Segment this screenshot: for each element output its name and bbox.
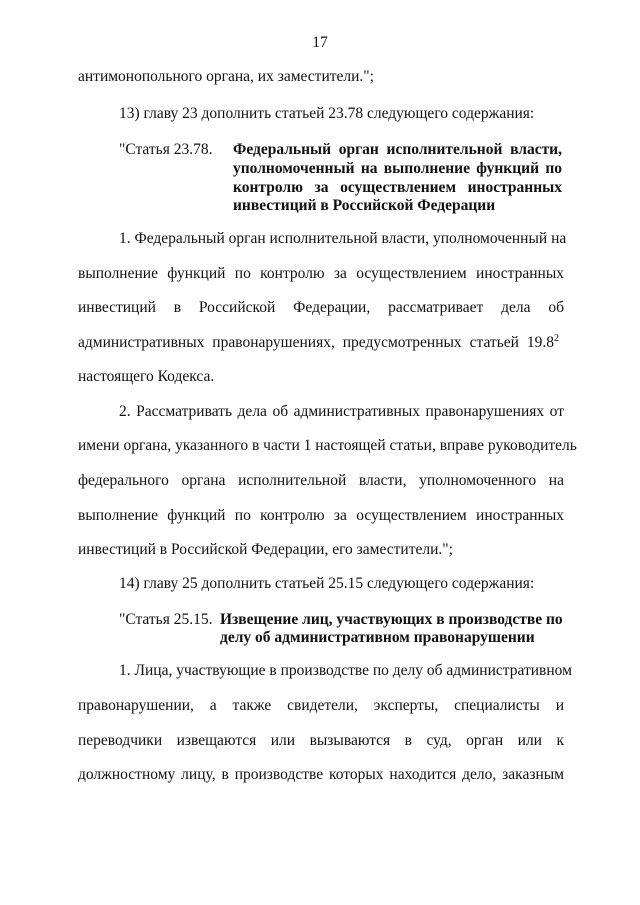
paragraph-line: 1. Лица, участвующие в производстве по делу об административном <box>119 662 572 679</box>
paragraph-line: имени органа, указанного в части 1 настоящей статьи, вправе руководитель <box>78 437 577 454</box>
paragraph-line: должностному лицу, в производстве которых находится дело, заказным <box>78 766 564 783</box>
paragraph-line: федерального органа исполнительной власти, уполномоченного на <box>78 472 564 489</box>
article-label: "Статья 23.78. <box>119 141 213 158</box>
paragraph-line <box>78 333 564 353</box>
paragraph-line-text: административных правонарушениях, предусмотренных статьей 19.8 <box>78 334 554 351</box>
page-number: 17 <box>312 34 328 51</box>
paragraph-line: 2. Рассматривать дела об административных правонарушениях от <box>119 403 564 420</box>
paragraph-line: настоящего Кодекса. <box>78 368 215 385</box>
paragraph-line: переводчики извещаются или вызываются в суд, орган или к <box>78 732 564 749</box>
article-title-line: уполномоченный на выполнение функций по <box>233 160 562 177</box>
paragraph-line: правонарушении, а также свидетели, эксперты, специалисты и <box>78 697 564 714</box>
paragraph-line: инвестиций в Российской Федерации, его заместители."; <box>78 541 453 558</box>
article-title-line: контролю за осуществлением иностранных <box>233 179 562 196</box>
paragraph-line: инвестиций в Российской Федерации, рассматривает дела об <box>78 299 564 316</box>
article-label: "Статья 25.15. <box>119 611 213 628</box>
superscript: 2 <box>554 333 559 344</box>
paragraph-line: 1. Федеральный орган исполнительной власти, уполномоченный на <box>119 230 567 247</box>
article-title-line: Федеральный орган исполнительной власти, <box>233 141 562 158</box>
article-title-line: Извещение лиц, участвующих в производстве по <box>220 611 563 628</box>
paragraph-line: выполнение функций по контролю за осуществлением иностранных <box>78 507 564 524</box>
amendment-item-13: 13) главу 23 дополнить статьей 23.78 следующего содержания: <box>119 105 535 122</box>
paragraph-line: выполнение функций по контролю за осуществлением иностранных <box>78 265 564 282</box>
article-title-line: делу об административном правонарушении <box>220 629 535 646</box>
text-line: антимонопольного органа, их заместители."; <box>78 68 374 85</box>
article-title-line: инвестиций в Российской Федерации <box>233 197 496 214</box>
amendment-item-14: 14) главу 25 дополнить статьей 25.15 следующего содержания: <box>119 575 535 592</box>
